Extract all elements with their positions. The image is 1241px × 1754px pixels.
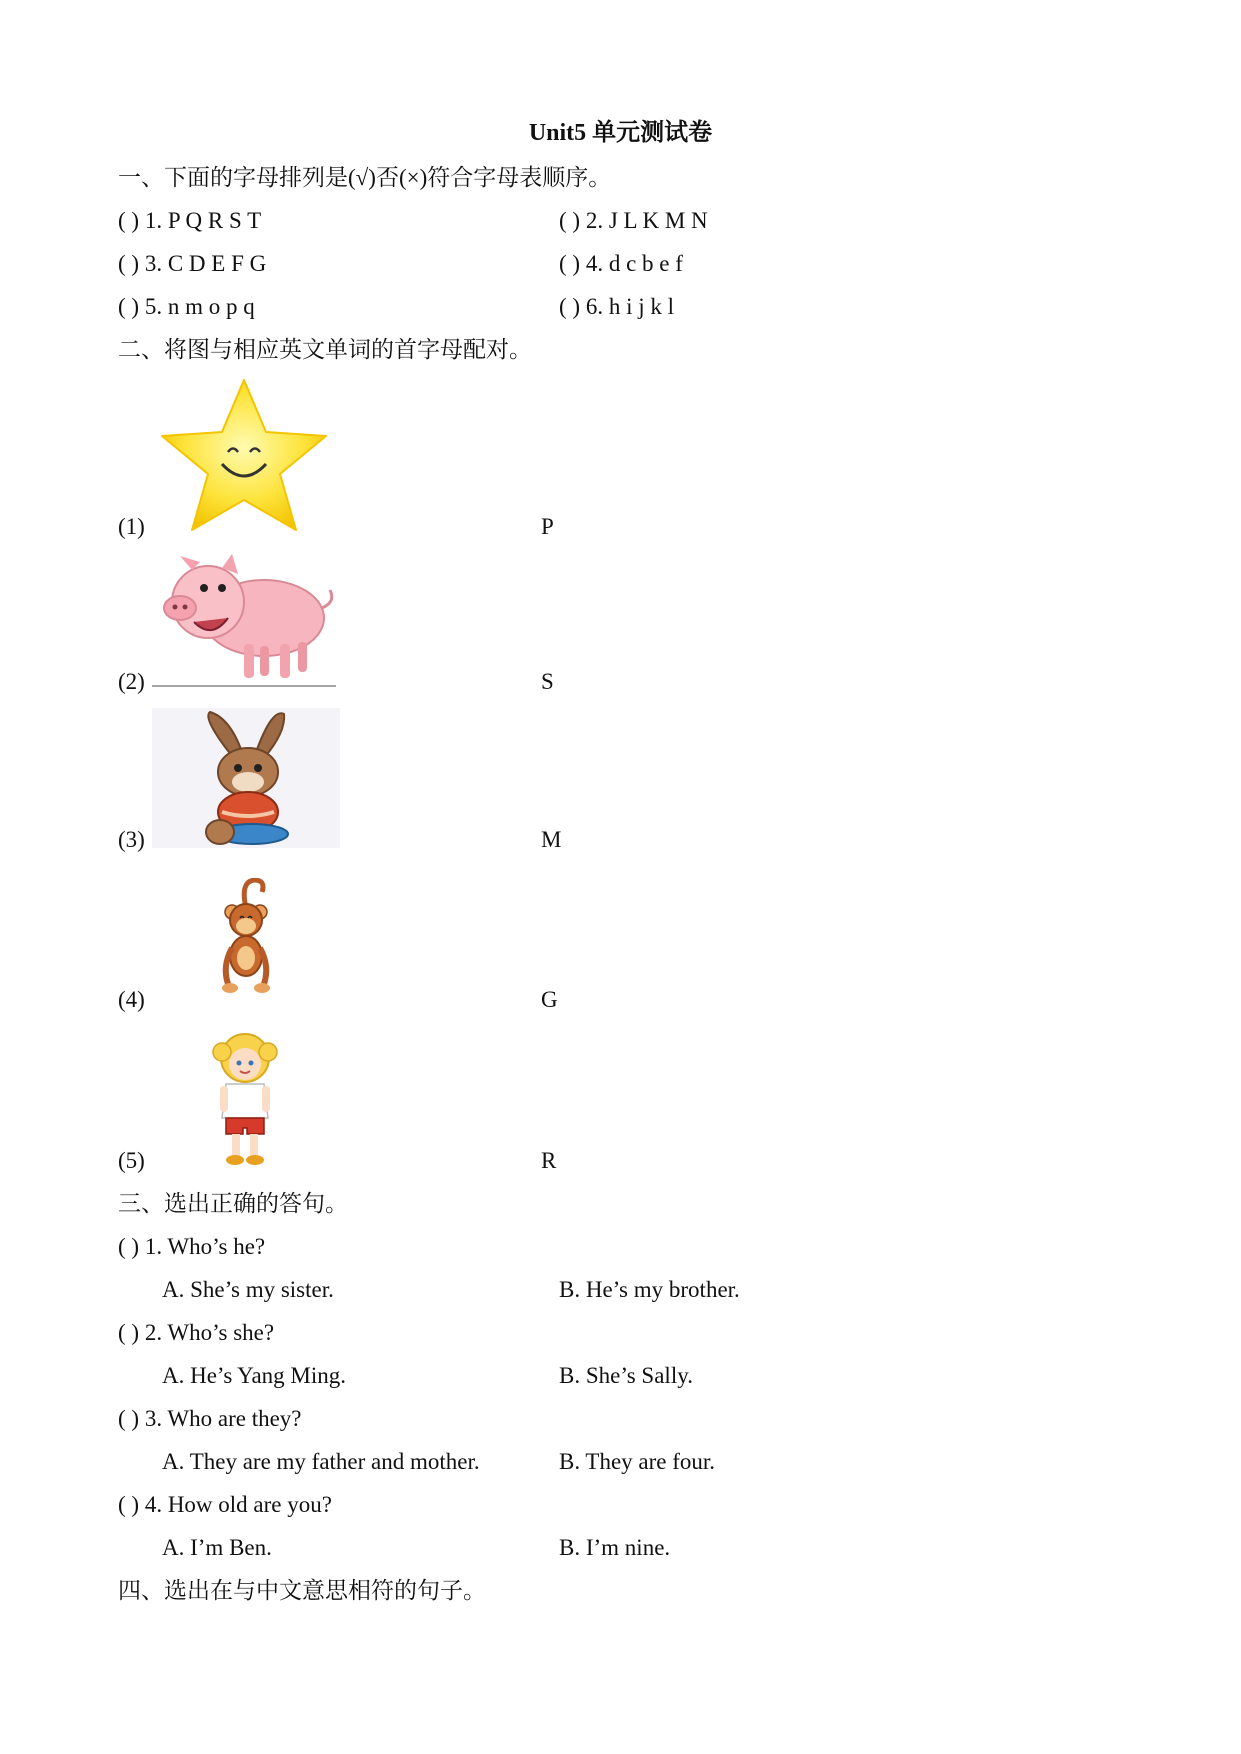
question-3: ( ) 3. Who are they?: [118, 1406, 302, 1431]
match-number-3: (3): [118, 827, 145, 852]
question-1: ( ) 1. Who’s he?: [118, 1234, 266, 1259]
section2-heading: 二、将图与相应英文单词的首字母配对。: [118, 337, 532, 362]
match-letter-5: R: [541, 1148, 557, 1173]
girl-icon: [208, 1030, 282, 1170]
section3-heading: 三、选出正确的答句。: [118, 1191, 348, 1216]
letter-order-item-6: ( ) 6. h i j k l: [559, 294, 674, 319]
letter-order-item-5: ( ) 5. n m o p q: [118, 294, 255, 319]
monkey-icon: [210, 878, 276, 998]
star-icon: [158, 376, 330, 534]
question-1-option-a: A. She’s my sister.: [162, 1277, 334, 1302]
pig-icon: [152, 552, 336, 690]
question-3-option-a: A. They are my father and mother.: [162, 1449, 480, 1474]
question-2-option-b: B. She’s Sally.: [559, 1363, 693, 1388]
question-2: ( ) 2. Who’s she?: [118, 1320, 275, 1345]
question-4-option-a: A. I’m Ben.: [162, 1535, 272, 1560]
match-number-4: (4): [118, 987, 145, 1012]
question-1-option-b: B. He’s my brother.: [559, 1277, 740, 1302]
match-number-5: (5): [118, 1148, 145, 1173]
match-letter-4: G: [541, 987, 558, 1012]
section1-heading: 一、下面的字母排列是(√)否(×)符合字母表顺序。: [118, 165, 612, 190]
page-title: Unit5 单元测试卷: [528, 120, 713, 146]
match-number-2: (2): [118, 669, 145, 694]
match-letter-1: P: [541, 514, 554, 539]
question-4-option-b: B. I’m nine.: [559, 1535, 671, 1560]
section4-heading: 四、选出在与中文意思相符的句子。: [118, 1578, 486, 1603]
letter-order-item-3: ( ) 3. C D E F G: [118, 251, 267, 276]
match-number-1: (1): [118, 514, 145, 539]
question-3-option-b: B. They are four.: [559, 1449, 716, 1474]
rabbit-icon: [152, 708, 340, 848]
letter-order-item-4: ( ) 4. d c b e f: [559, 251, 683, 276]
letter-order-item-1: ( ) 1. P Q R S T: [118, 208, 262, 233]
question-4: ( ) 4. How old are you?: [118, 1492, 332, 1517]
match-letter-3: M: [541, 827, 562, 852]
letter-order-item-2: ( ) 2. J L K M N: [559, 208, 708, 233]
question-2-option-a: A. He’s Yang Ming.: [162, 1363, 347, 1388]
match-letter-2: S: [541, 669, 554, 694]
